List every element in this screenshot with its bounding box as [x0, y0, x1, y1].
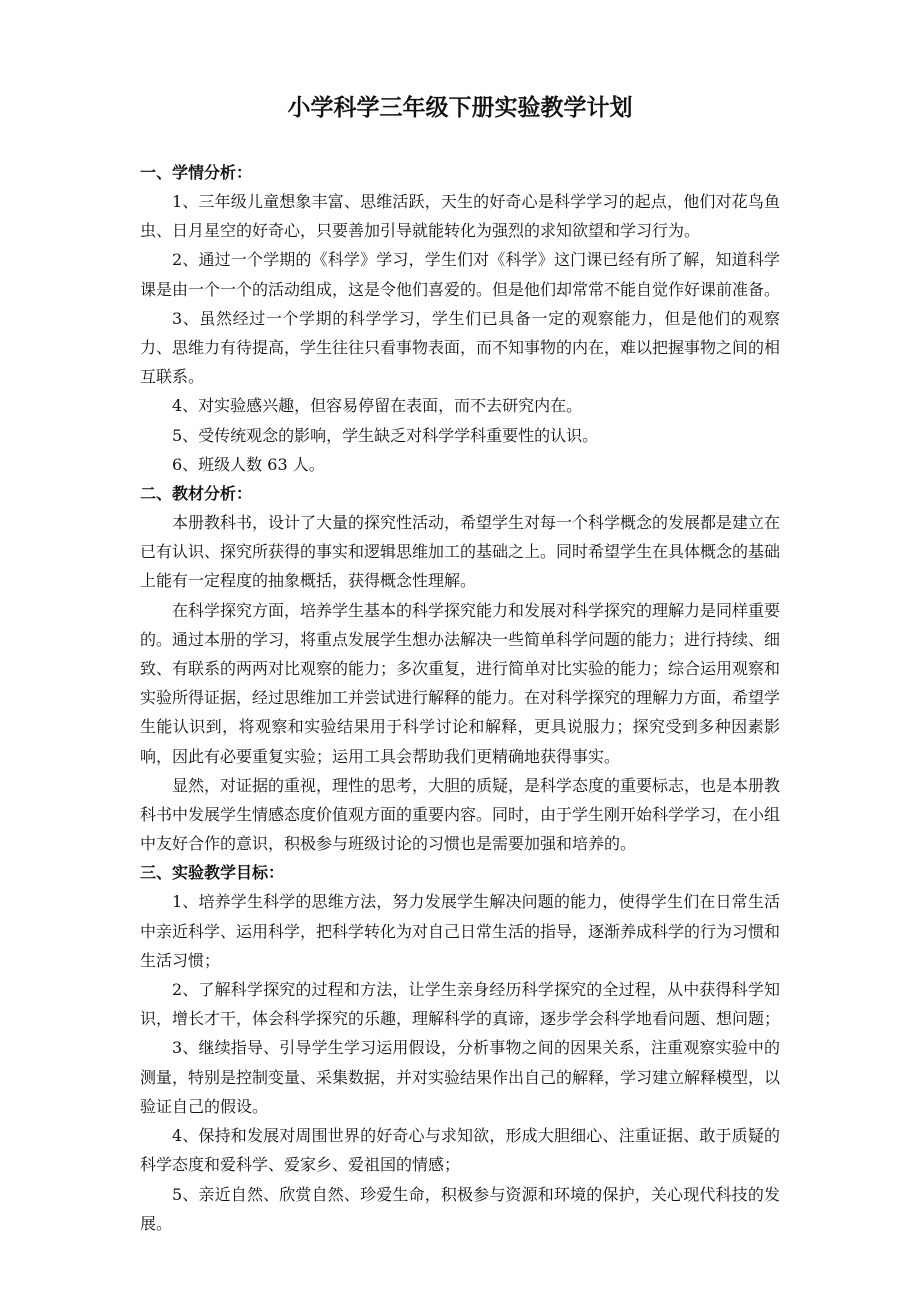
paragraph: 在科学探究方面，培养学生基本的科学探究能力和发展对科学探究的理解力是同样重要的。通过本册的学习，将重点发展学生想办法解决一些简单科学问题的能力；进行持续、细致、有联系的两两对比观察的能力；多次重复，进行简单对比实验的能力；综合运用观察和实验所得证据，经过思维加工并尝试进行解释的能力。在对科学探究的理解力方面，希望学生能认识到，将观察和实验结果用于科学讨论和解释，更具说服力；探究受到多种因素影响，因此有必要重复实验；运用工具会帮助我们更精确地获得事实。 [140, 600, 781, 766]
paragraph: 本册教科书，设计了大量的探究性活动，希望学生对每一个科学概念的发展都是建立在已有认识、探究所获得的事实和逻辑思维加工的基础之上。同时希望学生在具体概念的基础上能有一定程度的抽象概括，获得概念性理解。 [140, 513, 781, 591]
paragraph: 6、班级人数 63 人。 [172, 454, 325, 474]
paragraph: 显然，对证据的重视，理性的思考，大胆的质疑，是科学态度的重要标志，也是本册教科书中发展学生情感态度价值观方面的重要内容。同时，由于学生刚开始科学学习，在小组中友好合作的意识，积极参与班级讨论的习惯也是需要加强和培养的。 [140, 775, 781, 854]
paragraph: 1、三年级儿童想象丰富、思维活跃，天生的好奇心是科学学习的起点，他们对花鸟鱼虫、日月星空的好奇心，只要善加引导就能转化为强烈的求知欲望和学习行为。 [140, 192, 780, 241]
section-heading: 二、教材分析： [140, 484, 253, 504]
section-student-analysis [140, 158, 780, 479]
paragraph: 3、虽然经过一个学期的科学学习，学生们已具备一定的观察能力，但是他们的观察力、思维力有待提高，学生往往只看事物表面，而不知事物的内在，难以把握事物之间的相互联系。 [140, 308, 781, 387]
section-heading: 三、实验教学目标： [140, 863, 285, 883]
section-heading: 一、学情分析： [140, 163, 253, 182]
paragraph: 4、对实验感兴趣，但容易停留在表面，而不去研究内在。 [172, 396, 583, 416]
paragraph: 5、亲近自然、欣赏自然、珍爱生命，积极参与资源和环境的保护，关心现代科技的发展。 [140, 1184, 780, 1233]
section-textbook-analysis [140, 479, 780, 858]
paragraph: 5、受传统观念的影响，学生缺乏对科学学科重要性的认识。 [172, 425, 599, 445]
document-title: 小学科学三年级下册实验教学计划 [287, 95, 633, 121]
paragraph: 3、继续指导、引导学生学习运用假设，分析事物之间的因果关系，注重观察实验中的测量，特别是控制变量、采集数据，并对实验结果作出自己的解释，学习建立解释模型，以验证自己的假设。 [140, 1038, 781, 1116]
paragraph: 2、了解科学探究的过程和方法，让学生亲身经历科学探究的全过程，从中获得科学知识，增长才干，体会科学探究的乐趣，理解科学的真谛，逐步学会科学地看问题、想问题； [140, 980, 781, 1029]
paragraph: 4、保持和发展对周围世界的好奇心与求知欲，形成大胆细心、注重证据、敢于质疑的科学态度和爱科学、爱家乡、爱祖国的情感； [140, 1126, 780, 1175]
section-teaching-goals [140, 858, 780, 1237]
paragraph: 2、通过一个学期的《科学》学习，学生们对《科学》这门课已经有所了解，知道科学课是由一个一个的活动组成，这是令他们喜爱的。但是他们却常常不能自觉作好课前准备。 [140, 250, 781, 299]
paragraph: 1、培养学生科学的思维方法，努力发展学生解决问题的能力，使得学生们在日常生活中亲近科学、运用科学，把科学转化为对自己日常生活的指导，逐渐养成科学的行为习惯和生活习惯； [140, 892, 781, 970]
